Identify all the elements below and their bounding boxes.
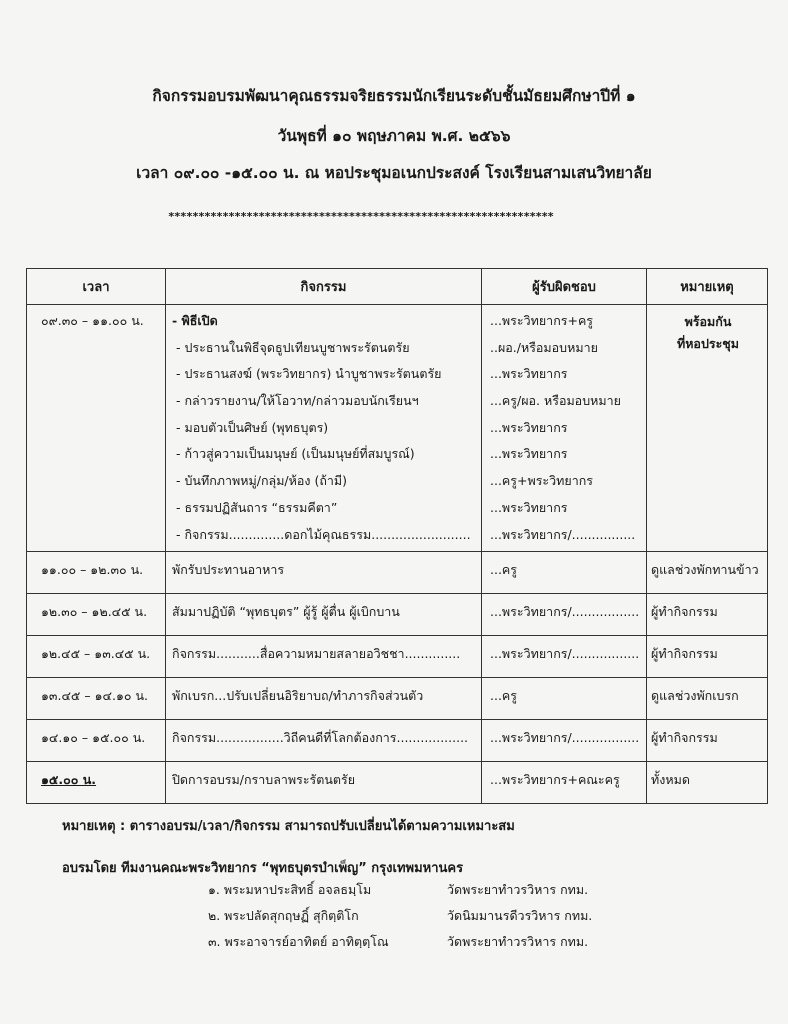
member-temple: วัดนิมมานรดีวรวิหาร กทม. — [447, 908, 593, 923]
schedule-table — [26, 268, 768, 804]
row-responsible: ...พระวิทยากร/................. — [482, 636, 647, 678]
row-activity: ปิดการอบรม/กราบลาพระรัตนตรัย — [166, 762, 482, 804]
opening-resp: ..ผอ./หรือมอบหมาย — [490, 339, 598, 355]
row-activity: พักเบรก...ปรับเปลี่ยนอิริยาบถ/ทำภารกิจส่วนตัว — [166, 678, 482, 720]
table-row — [27, 720, 768, 762]
member-name: ๒. พระปลัดสุกฤษฏิ์ สุกิตฺติโก — [208, 908, 359, 923]
opening-resp-title: ...พระวิทยากร+ครู — [490, 313, 594, 328]
opening-resp: ...พระวิทยากร/................ — [490, 526, 636, 542]
row-note: ดูแลช่วงพักทานข้าว — [647, 552, 768, 594]
separator-line: **************************************************************** — [168, 210, 554, 223]
opening-note-line1: พร้อมกัน — [684, 314, 732, 329]
organizer-line: อบรมโดย ทีมงานคณะพระวิทยากร “พุทธบุตรบำเพ็ญ” กรุงเทพมหานคร — [62, 861, 464, 876]
opening-item: - บันทึกภาพหมู่/กลุ่ม/ห้อง (ถ้ามี) — [176, 473, 348, 489]
row-note: ผู้ทำกิจกรรม — [647, 720, 768, 762]
member-name: ๑. พระมหาประสิทธิ์ อจลธมฺโม — [208, 882, 372, 897]
opening-resp: ...พระวิทยากร — [490, 446, 568, 462]
row-time: ๑๓.๔๕ – ๑๔.๑๐ น. — [27, 678, 166, 720]
opening-item: - ก้าวสู่ความเป็นมนุษย์ (เป็นมนุษย์ที่สมบูรณ์) — [176, 446, 415, 462]
row-note: ผู้ทำกิจกรรม — [647, 594, 768, 636]
row-note: ผู้ทำกิจกรรม — [647, 636, 768, 678]
opening-resp: ...พระวิทยากร — [490, 499, 568, 515]
row-note: ทั้งหมด — [647, 762, 768, 804]
opening-item: - มอบตัวเป็นศิษย์ (พุทธบุตร) — [176, 419, 329, 435]
member-temple: วัดพระยาทำวรวิหาร กทม. — [447, 882, 589, 897]
row-responsible: ...พระวิทยากร/................. — [482, 594, 647, 636]
table-row-opening — [27, 305, 768, 552]
opening-resp: ...พระวิทยากร — [490, 366, 568, 382]
table-row — [27, 636, 768, 678]
table-row — [27, 552, 768, 594]
row-responsible: ...พระวิทยากร+คณะครู — [482, 762, 647, 804]
opening-item: - กล่าวรายงาน/ให้โอวาท/กล่าวมอบนักเรียนฯ — [176, 393, 419, 409]
opening-title: - พิธีเปิด — [172, 313, 218, 328]
row-activity: กิจกรรม...........สื่อความหมายสลายอวิชชา.............. — [166, 636, 482, 678]
document-time-venue: เวลา ๐๙.๐๐ -๑๕.๐๐ น. ณ หอประชุมอเนกประสงค์ โรงเรียนสามเสนวิทยาลัย — [136, 164, 652, 182]
table-row — [27, 678, 768, 720]
row-time: ๑๑.๐๐ – ๑๒.๓๐ น. — [27, 552, 166, 594]
opening-note — [647, 305, 768, 552]
table-header-row — [27, 269, 768, 305]
row-time — [27, 762, 166, 804]
row-note: ดูแลช่วงพักเบรก — [647, 678, 768, 720]
header-time: เวลา — [27, 269, 166, 305]
opening-note-line2: ที่หอประชุม — [676, 336, 740, 351]
header-responsible: ผู้รับผิดชอบ — [482, 269, 647, 305]
document-date: วันพุธที่ ๑๐ พฤษภาคม พ.ศ. ๒๕๖๖ — [277, 127, 511, 145]
member-name: ๓. พระอาจารย์อาทิตย์ อาทิตฺตฺโณ — [208, 934, 389, 949]
closing-time: ๑๕.๐๐ น. — [41, 772, 97, 788]
opening-resp: ...ครู+พระวิทยากร — [490, 473, 594, 489]
opening-resp: ...พระวิทยากร — [490, 419, 568, 435]
member-temple: วัดพระยาทำวรวิหาร กทม. — [447, 934, 589, 949]
opening-item: - กิจกรรม..............ดอกไม้คุณธรรม......................... — [176, 526, 471, 542]
row-activity: พักรับประทานอาหาร — [166, 552, 482, 594]
row-responsible: ...พระวิทยากร/................. — [482, 720, 647, 762]
row-responsible: ...ครู — [482, 678, 647, 720]
remark-note: หมายเหตุ : ตารางอบรม/เวลา/กิจกรรม สามารถปรับเปลี่ยนได้ตามความเหมาะสม — [62, 819, 515, 834]
table-row — [27, 594, 768, 636]
opening-activities — [166, 305, 482, 552]
opening-item: - ประธานสงฆ์ (พระวิทยากร) นำบูชาพระรัตนตรัย — [176, 366, 442, 382]
header-activity: กิจกรรม — [166, 269, 482, 305]
row-responsible: ...ครู — [482, 552, 647, 594]
document-title: กิจกรรมอบรมพัฒนาคุณธรรมจริยธรรมนักเรียนระดับชั้นมัธยมศึกษาปีที่ ๑ — [152, 87, 636, 105]
opening-item: - ประธานในพิธีจุดธูปเทียนบูชาพระรัตนตรัย — [176, 339, 410, 355]
table-row-closing — [27, 762, 768, 804]
row-time: ๑๔.๑๐ – ๑๕.๐๐ น. — [27, 720, 166, 762]
row-activity: สัมมาปฏิบัติ “พุทธบุตร” ผู้รู้ ผู้ตื่น ผู้เบิกบาน — [166, 594, 482, 636]
row-activity: กิจกรรม.................วิถีคนดีที่โลกต้องการ.................. — [166, 720, 482, 762]
row-time: ๑๒.๔๕ – ๑๓.๔๕ น. — [27, 636, 166, 678]
opening-responsible — [482, 305, 647, 552]
opening-resp: ...ครู/ผอ. หรือมอบหมาย — [490, 393, 621, 409]
header-note: หมายเหตุ — [647, 269, 768, 305]
row-time: ๑๒.๓๐ – ๑๒.๔๕ น. — [27, 594, 166, 636]
opening-item: - ธรรมปฏิสันถาร “ธรรมคีตา” — [176, 499, 338, 515]
opening-time: ๐๙.๓๐ – ๑๑.๐๐ น. — [27, 305, 166, 552]
